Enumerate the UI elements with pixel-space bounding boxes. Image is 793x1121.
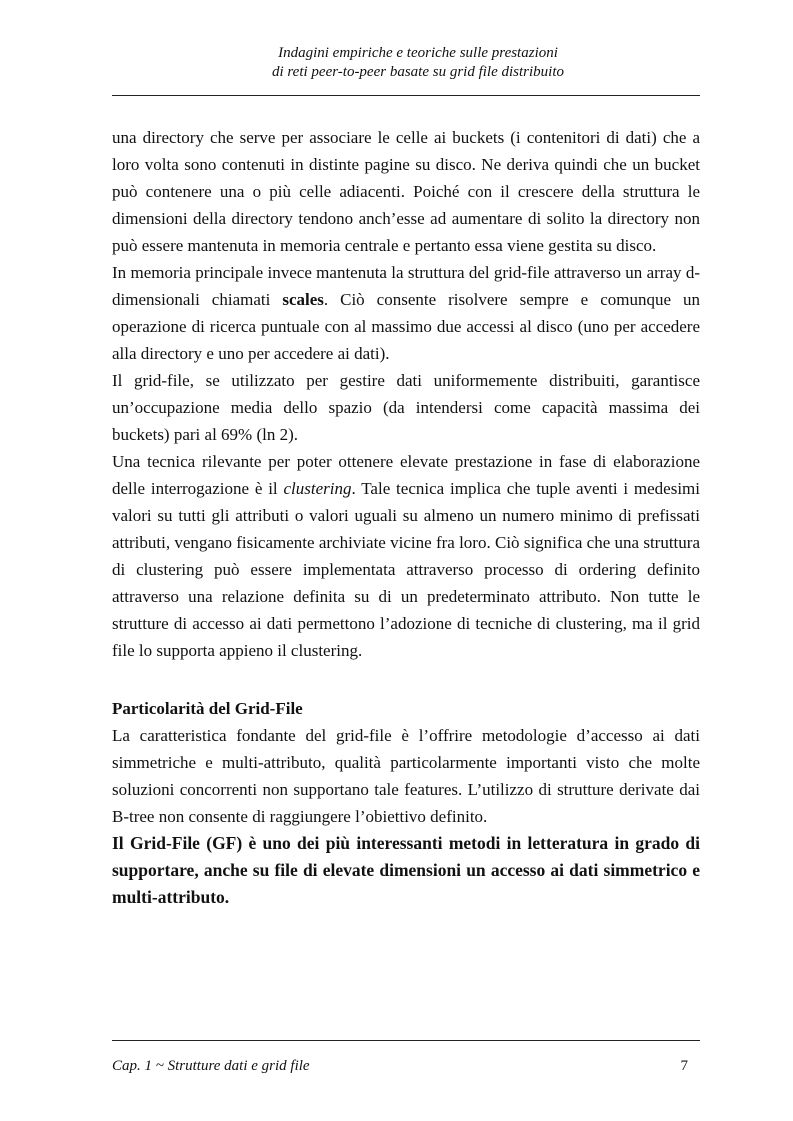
paragraph-scales xyxy=(112,259,700,367)
paragraph-scales-text-b: . Ciò consente risolvere sempre e comunque un operazione di ricerca puntuale con al massimo due accessi al disco (uno per accedere alla directory e uno per accedere ai dati). xyxy=(112,290,700,363)
paragraph-clustering-text-b: . Tale tecnica implica che tuple aventi i medesimi valori su tutti gli attributi o valori uguali su almeno un numero minimo di prefissati attributi, vengano fisicamente archiviate vicine fra loro. Ciò significa che una struttura di clustering può essere implementata attraverso processo di ordering definito attraverso una relazione definita su di un predeterminato attributo. Non tutte le strutture di accesso ai dati permettono l’adozione di tecniche di clustering, ma il grid file lo supporta appieno il clustering. xyxy=(112,479,700,660)
header-line-1: Indagini empiriche e teoriche sulle prestazioni xyxy=(278,45,558,61)
paragraph-scales-text-a: In memoria principale invece mantenuta la struttura del grid-file attraverso un array d-dimensionali chiamati xyxy=(112,263,700,309)
section-heading: Particolarità del Grid-File xyxy=(112,699,303,718)
header-line-2: di reti peer-to-peer basate su grid file distribuito xyxy=(271,64,565,80)
paragraph-clustering xyxy=(112,448,700,664)
paragraph-clustering-text-a: Una tecnica rilevante per poter ottenere elevate prestazione in fase di elaborazione delle interrogazione è il xyxy=(112,452,700,498)
footer-chapter: Cap. 1 ~ Strutture dati e grid file xyxy=(112,1058,310,1074)
term-scales: scales xyxy=(282,290,324,309)
paragraph-occupancy: Il grid-file, se utilizzato per gestire dati uniformemente distribuiti, garantisce un’occupazione media dello spazio (da intendersi come capacità massima dei buckets) pari al 69% (ln 2). xyxy=(112,371,700,444)
paragraph-directory: una directory che serve per associare le celle ai buckets (i contenitori di dati) che a loro volta sono contenuti in distinte pagine su disco. Ne deriva quindi che un bucket può contenere una o più celle adiacenti. Poiché con il crescere della struttura le dimensioni della directory tendono anch’esse ad aumentare di solito la directory non può essere mantenuta in memoria centrale e pertanto essa viene gestita su disco. xyxy=(112,128,700,255)
body-text xyxy=(112,124,700,911)
term-clustering: clustering xyxy=(283,479,352,498)
paragraph-grid-file-features: La caratteristica fondante del grid-file è l’offrire metodologie d’accesso ai dati simmetriche e multi-attributo, qualità particolarmente importanti visto che molte soluzioni concorrenti non supportano tale features. L’utilizzo di strutture derivate dai B-tree non consente di raggiungere l’obiettivo definito. xyxy=(112,726,700,826)
paragraph-grid-file-summary: Il Grid-File (GF) è uno dei più interessanti metodi in letteratura in grado di supportare, anche su file di elevate dimensioni un accesso ai dati simmetrico e multi-attributo. xyxy=(112,833,700,907)
running-header xyxy=(112,44,700,82)
footer-rule xyxy=(112,1040,700,1041)
page-number: 7 xyxy=(680,1058,688,1074)
header-rule xyxy=(112,95,700,96)
